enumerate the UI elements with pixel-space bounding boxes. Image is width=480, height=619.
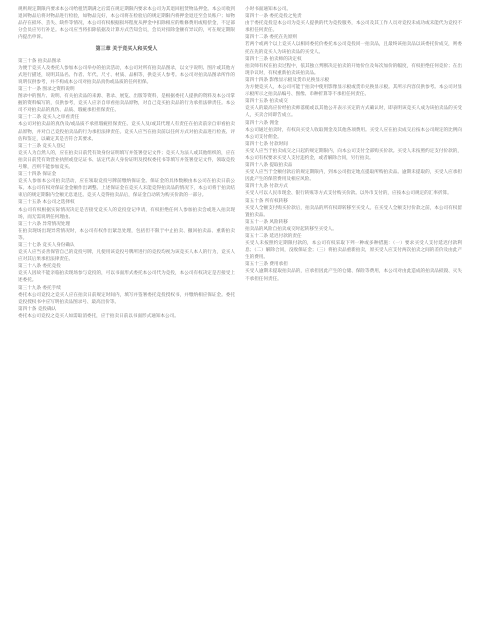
- article-paragraph: 第三十四条 保证金: [18, 172, 57, 178]
- article-paragraph: 第四十四条 影像显示板及货币兑换显示板: [245, 77, 330, 83]
- article-paragraph: 第五十二条 延迟付款的责任: [245, 234, 302, 239]
- article-paragraph: 竞买人因故不能亲临拍卖现场参与竞投的，可以书面形式委托本公司代为竞投，本公司有权决定是否接受上述委托。: [18, 271, 235, 284]
- article-paragraph: 买受人全额支付购买价款后，拍卖品的所有权即转移至买受人。在买受人全额支付价款之前，本公司有权留置拍卖品。: [245, 205, 462, 218]
- two-column-body: [18, 6, 462, 606]
- article-paragraph: 若两个或两个以上竞买人以相同委托价委托本公司竞投同一拍卖品，且最终该拍卖品以该委托价成交，则委托在先的竞买人为该拍卖品的买受人。: [245, 42, 462, 55]
- article-paragraph: 第三十三条 竞买人登记: [18, 143, 66, 149]
- chapter-heading: 第三章 关于竞买人和买受人: [95, 46, 158, 53]
- article-paragraph: 小时书面通知本公司。: [245, 7, 291, 12]
- article-paragraph: 由于委托竞投是本公司为竞买人提供的代为竞投服务，本公司及其工作人员对竞投未成功或未能代为竞投不承担任何责任。: [245, 21, 462, 34]
- article-paragraph: 拍卖品的风险自拍卖成交时起转移至买受人。: [245, 226, 337, 232]
- article-paragraph: 买受人可以人民币现金、银行转账等方式支付购买价款。以外币支付的，应按本公司规定的汇率折算。: [245, 191, 452, 197]
- article-paragraph: 买受人逾期未提取拍卖品的，应承担因此产生的仓储、保险等费用，本公司对由此造成的拍卖品损毁、灭失不承担任何责任。: [245, 269, 462, 282]
- article-paragraph: 为方便竞买人，本公司可能于拍卖中使用影像显示板或货币兑换显示板。其所示内容仅供参考。本公司对显示板所示之拍卖品编号、图像、币种折算等不承担任何责任。: [245, 85, 462, 98]
- article-paragraph: 买受人应当于全额付款后的规定期限内，到本公司指定地点提取所购拍卖品。逾期未提取的，买受人应承担因此产生的保管费用及相应风险。: [245, 170, 462, 183]
- article-paragraph: 第四十八条 提取拍卖品: [245, 163, 293, 169]
- article-paragraph: 第三十六条 异常情况处理: [18, 221, 70, 227]
- article-paragraph: 为便于竞买人及委托人参加本公司举办的拍卖活动，本公司对所有拍卖品图录，以文字说明、图片或其他方式进行描述，说明其品名、作者、年代、尺寸、材质、品相等，供竞买人参考。本公司对拍卖品图录所作的说明仅供参考，并不构成本公司对拍卖品真伪或品质的任何担保。: [18, 65, 235, 85]
- article-paragraph: 第五十一条 风险转移: [245, 219, 288, 225]
- article-paragraph: 竞买人参加本公司拍卖活动，应在领取竞投号牌前缴纳保证金。保证金的具体数额由本公司在拍卖日前公布。本公司有权对保证金金额作出调整。上述保证金在竞买人未能竞得拍卖品的情况下，本公司将于拍卖结束后的规定期限内全额无息退还。竞买人竞得拍卖品后，保证金自动转为购买价款的一部分。: [18, 179, 235, 199]
- article-paragraph: 第四十二条 委托在先原则: [245, 35, 297, 41]
- article-paragraph: 第三十七条 竞买人身份确认: [18, 243, 75, 248]
- left-intro-paragraph: 规则规定期限内要求本公司给租赁期满之后需在规定期限内要求本公司为其退回租赁物品押金。本公司收到退回物品后将对物品进行检验，如物品完好，本公司将在检验后的规定期限内将押金退还至会员账户；如物品存在损坏、丢失、缺件等情况，本公司有权根据损坏程度从押金中扣除相应的维修费用或赔偿金，不足部分会员应另行补足。本公司应当将扣除依据及计算方式告知会员，会员对扣除金额有异议的，可在规定期限内提出申诉。: [18, 7, 235, 41]
- article-paragraph: 第五十条 所有权转移: [245, 198, 288, 204]
- article-paragraph: 第四十一条 委托竞投之免责: [245, 14, 302, 20]
- article-paragraph: 第三十九条 委托手续: [18, 285, 61, 291]
- right-column: [245, 6, 462, 606]
- article-paragraph: 本公司通过拍卖时，有权向买受人收取佣金及其他各项费用。买受人应在拍卖成交后按本公司规定的比例向本公司支付佣金。: [245, 127, 462, 140]
- article-paragraph: 竞买人应当妥善保管自己的竞投号牌，凡使用该竞投号牌所进行的竞投均视为该竞买人本人的行为，竞买人应对其后果承担法律责任。: [18, 250, 235, 263]
- article-paragraph: 竞买人的最高应价经拍卖师落槌或以其他公开表示买定的方式确认时，即表明该竞买人成为该拍卖品的买受人，买卖合同即告成立。: [245, 106, 462, 119]
- article-paragraph: 第三十八条 委托竞投: [18, 264, 61, 270]
- article-paragraph: 买受人应当于拍卖成交之日起的规定期限内，向本公司支付全部购买价款。买受人未按照约定支付价款的，本公司有权要求买受人支付违约金，或者解除合同，另行拍卖。: [245, 148, 462, 161]
- left-column: [18, 6, 235, 606]
- article-paragraph: 第四十七条 付款时间: [245, 141, 288, 147]
- article-paragraph: 第三十条 拍卖品图录: [18, 58, 61, 64]
- article-paragraph: 图录中的图片、说明、有关拍卖品的来源、著录、展览、出版等资料，是根据委托人提供的资料及本公司掌握的资料编写的，仅供参考，竞买人应亲自审看拍卖品原物，对自己竞买拍卖品的行为承担法律责任。本公司不对拍卖品的真伪、品质、瑕疵承担担保责任。: [18, 94, 235, 114]
- article-paragraph: 在拍卖现场出现异常情况时，本公司有权作出紧急处理，包括但不限于中止拍卖、撤回拍卖品、重新拍卖等。: [18, 228, 235, 241]
- article-paragraph: 本公司对拍卖品的真伪及/或品质不承担瑕疵担保责任。竞买人及/或其代理人有责任在拍卖前亲自审看拍卖品原物，并对自己竞投拍卖品的行为承担法律责任。竞买人应当在拍卖前以任何方式对拍卖品进行检查、评估和鉴定，以确定其是否符合其要求。: [18, 122, 235, 142]
- article-paragraph: 第四十五条 拍卖成交: [245, 99, 288, 105]
- article-paragraph: 第四十条 竞投确认: [18, 306, 57, 312]
- article-paragraph: 第三十二条 竞买人之审看责任: [18, 115, 80, 121]
- article-paragraph: 竞买人为自然人的，应在拍卖日前凭有效身份证明填写并签署登记文件；竞买人为法人或其他组织的，应在拍卖日前凭有效营业执照或登记证书、法定代表人身份证明及授权委托书等填写并签署登记文件，领取竞投号牌，否则不能参加竞买。: [18, 150, 235, 170]
- article-paragraph: 第五十三条 费用承担: [245, 262, 288, 268]
- article-paragraph: 第四十三条 拍卖师的决定权: [245, 56, 302, 62]
- article-paragraph: 买受人未按照约定期限付款的，本公司有权采取下列一种或多种措施：（一）要求买受人支付延迟付款利息；（二）解除合同，没收保证金；（三）将拍卖品重新拍卖，原买受人应支付两次拍卖之间的差价及由此产生的费用。: [245, 241, 462, 261]
- article-paragraph: 本公司有权根据实际情况决定是否接受竞买人的竞投登记申请，有权拒绝任何人参加拍卖会或进入拍卖现场，而无需说明任何理由。: [18, 207, 235, 220]
- article-paragraph: 第三十五条 本公司之选择权: [18, 200, 75, 206]
- article-paragraph: 委托本公司竞投之竞买人如需取消委托，应于拍卖日前以书面形式通知本公司。: [18, 313, 179, 319]
- article-paragraph: 委托本公司竞投之竞买人应在拍卖日前规定时间内，填写并签署委托竞投授权书，并缴纳相应保证金。委托竞投授权书中应写明拍卖品图录号、最高出价等。: [18, 292, 235, 305]
- article-paragraph: 第四十九条 付款方式: [245, 184, 288, 190]
- article-paragraph: 第四十六条 佣金: [245, 120, 279, 126]
- article-paragraph: 第三十一条 图录之资料说明: [18, 86, 75, 92]
- article-paragraph: 拍卖师有权在拍卖过程中，依其独立判断决定拍卖的开始价位及每次加价的幅度，有权拒绝任何竞价；在出现争议时，有权重新拍卖该拍卖品。: [245, 63, 462, 76]
